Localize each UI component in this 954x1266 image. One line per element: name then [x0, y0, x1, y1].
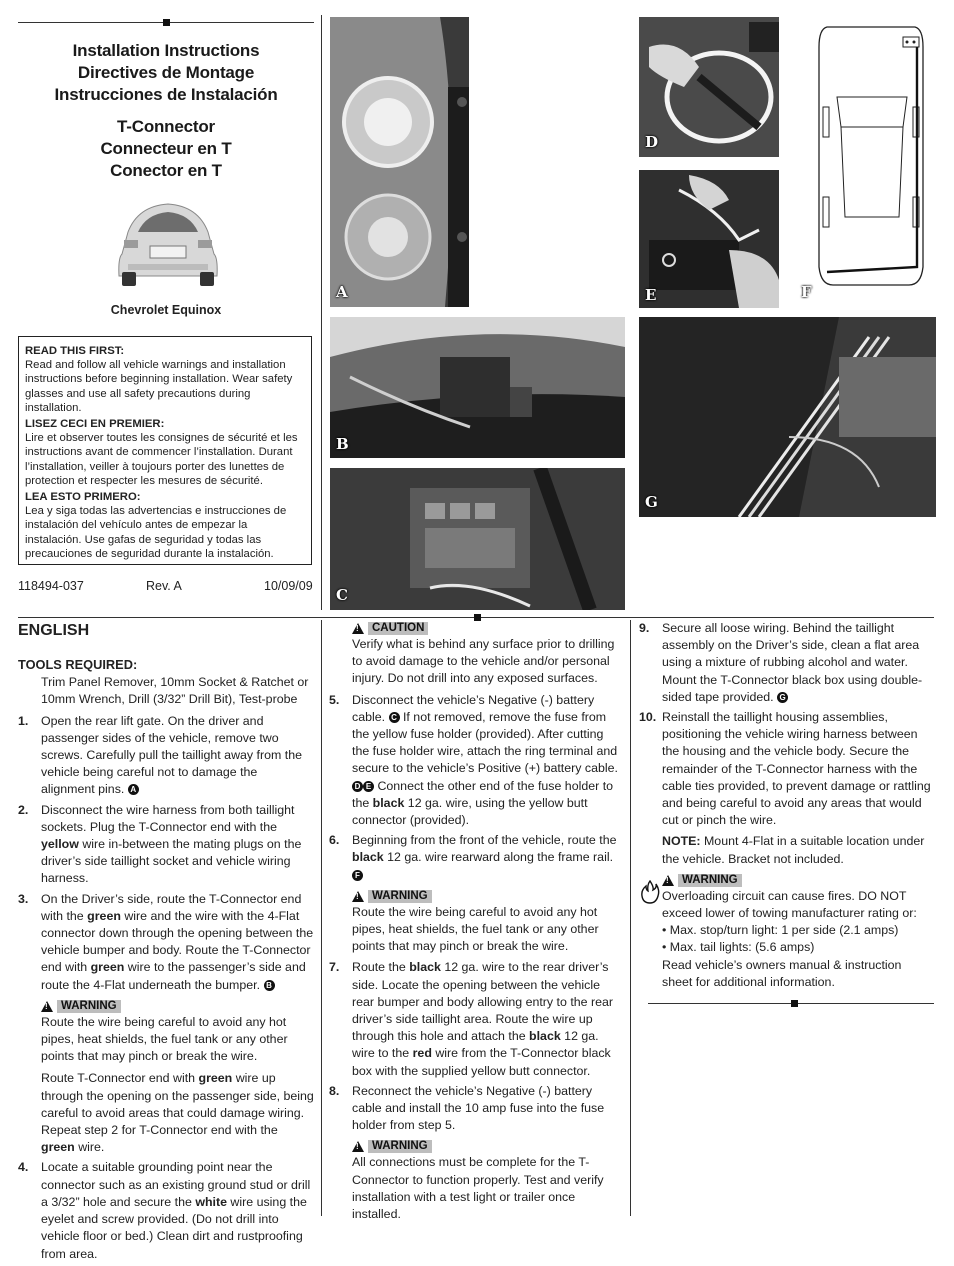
fire-icon	[640, 880, 660, 909]
read-first-heading-es: LEA ESTO PRIMERO:	[25, 491, 141, 504]
vehicle-caption: Chevrolet Equinox	[110, 303, 222, 317]
figure-f-label: F	[801, 283, 812, 301]
step-text: Reconnect the vehicle’s Negative (-) battery cable and install the 10 amp fuse into the fuse holder from step 5.	[352, 1083, 605, 1133]
step-5	[329, 692, 624, 830]
figure-a-label: A	[336, 283, 348, 301]
step-number: 10.	[639, 710, 657, 725]
wire-color: yellow	[41, 837, 79, 852]
step-text: Secure all loose wiring. Behind the taillight assembly on the Driver’s side, clean a flat area using a mixture of rubbing alcohol and water. Mount the T-Connector black box using double-sided tape provided.	[662, 621, 923, 704]
warning-text: Route the wire being careful to avoid any hot pipes, heat shields, the fuel tank or any other points that may pinch or break the wire.	[41, 1014, 288, 1064]
step-text: wire from the T-Connector black box with the supplied yellow butt connector.	[352, 1046, 611, 1078]
step-text: wire using the eyelet and screw provided. (Do not drill into vehicle floor or bed.) Clean dirt and rustproofing from area.	[41, 1194, 307, 1261]
wire-color: green	[90, 960, 125, 975]
product-block	[18, 116, 314, 182]
product-en: T-Connector	[117, 117, 215, 136]
warning-item: • Max. tail lights: (5.6 amps)	[662, 940, 815, 955]
product-es: Conector en T	[110, 161, 222, 180]
read-first-text-fr: Lire et observer toutes les consignes de sécurité et les instructions avant de commencer l’installation. Durant l’installation, veiller à toujours porter des lunettes de protection et respecter les mesures de sécurité.	[25, 432, 298, 487]
warning-icon	[41, 1001, 53, 1012]
column-1	[18, 656, 314, 1266]
warning-icon	[352, 891, 364, 902]
step-9	[639, 620, 935, 706]
date: 10/09/09	[264, 579, 313, 593]
step-number: 6.	[329, 833, 340, 848]
column-3	[639, 620, 935, 991]
vehicle-photo	[98, 192, 238, 300]
figure-ref-e: E	[363, 781, 374, 792]
step-4	[18, 1159, 314, 1262]
figure-d-photo	[639, 17, 779, 157]
revision: Rev. A	[146, 579, 182, 593]
step-text: 12 ga. wire rearward along the frame rail.	[383, 850, 614, 865]
figure-b-label: B	[336, 435, 349, 453]
read-first-text-es: Lea y siga todas las advertencias e instrucciones de instalación del vehículo antes de empezar la instalación. Use gafas de seguridad y todas las precauciones de seguridad durante la instalación.	[25, 505, 287, 560]
part-number: 118494-037	[18, 579, 84, 593]
caution-tag: CAUTION	[368, 622, 428, 635]
figure-ref-f: F	[352, 870, 363, 881]
step-10	[639, 709, 935, 829]
step-1	[18, 713, 314, 799]
step-6	[329, 832, 624, 884]
title-fr: Directives de Montage	[77, 63, 255, 82]
figure-d-label: D	[645, 133, 659, 151]
warning-text: Route the wire being careful to avoid any hot pipes, heat shields, the fuel tank or any other points that may pinch or break the wire.	[352, 904, 599, 954]
figure-a-photo	[330, 17, 469, 307]
figure-c-photo	[330, 468, 625, 610]
read-first-text-en: Read and follow all vehicle warnings and installation instructions before beginning installation. Wear safety glasses and use all safety precautions during installation.	[25, 359, 293, 414]
step-text: 12 ga. wire to the rear driver’s side. Locate the opening between the vehicle rear bumper and body allowing entry to the rear driver’s side taillight area. Route the wire up through this hole and attach the	[352, 960, 614, 1044]
wire-color: green	[87, 908, 121, 923]
wire-color: black	[409, 960, 441, 975]
step-text: wire.	[74, 1140, 105, 1155]
step-text: wire up through the opening on the passenger side, being careful to avoid areas that could damage wiring. Repeat step 2 for T-Connector end with the	[41, 1071, 314, 1138]
warning-icon	[352, 1141, 364, 1152]
figure-b-photo	[330, 317, 625, 458]
figure-e-photo	[639, 170, 779, 308]
wire-color: green	[198, 1071, 233, 1086]
figure-g-label: G	[645, 493, 658, 511]
product-fr: Connecteur en T	[100, 139, 232, 158]
step-text: wire in-between the mating plugs on the driver’s side taillight socket and vehicle wiring harness.	[41, 837, 302, 886]
warning-tag: WARNING	[678, 874, 742, 887]
step-3	[18, 891, 314, 994]
note-text: Mount 4-Flat in a suitable location under the vehicle. Bracket not included.	[662, 834, 925, 866]
warning-tag: WARNING	[368, 1140, 432, 1153]
read-first-heading-en: READ THIS FIRST:	[25, 345, 125, 357]
figure-e-label: E	[645, 286, 657, 304]
column-divider-1	[321, 620, 322, 1216]
note	[639, 833, 935, 867]
step-text: Disconnect the vehicle’s Negative (-) battery cable.	[352, 692, 595, 724]
wire-color: black	[529, 1029, 561, 1044]
warning-label	[41, 1000, 314, 1013]
step-number: 8.	[329, 1083, 340, 1098]
figure-g-photo	[639, 317, 936, 517]
warning-text: All connections must be complete for the T-Connector to function properly. Test and verify installation with a test light or trailer once installed.	[352, 1155, 604, 1222]
column-divider-top	[321, 15, 322, 610]
step-text: Locate a suitable grounding point near the connector such as an existing ground stud or drill a 3/32” hole and secure the	[41, 1160, 311, 1209]
tools-heading: TOOLS REQUIRED:	[18, 657, 138, 672]
step-number: 5.	[329, 692, 340, 707]
warning-tag: WARNING	[57, 1000, 121, 1013]
step-number: 3.	[18, 891, 29, 906]
figure-ref-g: G	[777, 692, 788, 703]
section-heading-english: ENGLISH	[18, 622, 90, 639]
wire-color: black	[352, 850, 384, 865]
tools-list: Trim Panel Remover, 10mm Socket & Ratchet or 10mm Wrench, Drill (3/32” Drill Bit), Test-probe	[41, 675, 309, 707]
step-text: Reinstall the taillight housing assemblies, positioning the vehicle wiring harness between the housing and the vehicle body. Secure the remainder of the T-Connector harness with the cable ties provided, to prevent damage or rattling and being careful to avoid any areas that would cut or pinch the wire.	[662, 710, 931, 828]
title-es: Instrucciones de Instalación	[54, 85, 278, 104]
step-text: Disconnect the wire harness from both taillight sockets. Plug the T-Connector end with the	[41, 802, 295, 834]
wire-color: green	[41, 1140, 75, 1155]
step-2	[18, 802, 314, 888]
wire-color: white	[195, 1194, 227, 1209]
wire-color: black	[372, 795, 405, 810]
step-7	[329, 959, 624, 1079]
caution-label	[352, 622, 624, 635]
wire-color: red	[412, 1046, 432, 1061]
step-text: Open the rear lift gate. On the driver and passenger sides of the vehicle, remove two screws. Carefully pull the taillight away from the vehicle being careful not to damage the alignment pins.	[41, 713, 302, 797]
step-number: 1.	[18, 713, 29, 728]
column-2	[329, 620, 624, 1223]
figure-ref-c: C	[389, 712, 400, 723]
step-text: On the Driver’s side, route the T-Connector end with the	[41, 891, 302, 923]
figure-c-label: C	[336, 586, 348, 604]
read-first-heading-fr: LISEZ CECI EN PREMIER:	[25, 418, 165, 431]
step-text: Route T-Connector end with	[41, 1071, 199, 1086]
column-divider-2	[630, 620, 631, 1216]
step-8	[329, 1083, 624, 1135]
step-number: 7.	[329, 960, 340, 975]
step-text: 12 ga. wire, using the yellow butt connector (provided).	[352, 795, 588, 828]
top-rule-marker	[163, 19, 170, 26]
step-number: 9.	[639, 621, 650, 635]
warning-label	[352, 890, 624, 903]
step-text: Route the	[352, 960, 410, 975]
step-text: wire to the passenger’s side and route the 4-Flat underneath the bumper.	[41, 960, 306, 992]
step-number: 4.	[18, 1160, 29, 1175]
warning-label	[662, 874, 935, 887]
step-text: Connect the other end of the fuse holder to the	[352, 778, 614, 810]
step-text: Beginning from the front of the vehicle, route the	[352, 833, 617, 848]
note-label: NOTE:	[662, 834, 701, 849]
warning-icon	[662, 875, 674, 886]
step-number: 2.	[18, 802, 29, 817]
title-block	[18, 40, 314, 106]
warning-label	[352, 1140, 624, 1153]
figure-ref-a: A	[128, 784, 139, 795]
figure-f-diagram	[797, 17, 937, 307]
warning-tag: WARNING	[368, 890, 432, 903]
route-text	[41, 1070, 314, 1156]
step-text: wire and the wire with the 4-Flat connector down through the opening between the vehicle bumper and body. Route the T-Connector end with	[41, 908, 314, 975]
warning-item: • Max. stop/turn light: 1 per side (2.1 amps)	[662, 923, 899, 938]
end-rule-marker	[791, 1000, 798, 1007]
figure-ref-d: D	[352, 781, 363, 792]
caution-icon	[352, 623, 364, 634]
figure-ref-b: B	[264, 980, 275, 991]
read-first-box	[18, 336, 312, 565]
step-text: If not removed, remove the fuse from the yellow fuse holder (provided). After cutting the fuse holder wire, attach the ring terminal and secure to the vehicle’s Positive (+) battery cable.	[352, 709, 618, 776]
warning-text: Read vehicle’s owners manual & instruction sheet for additional information.	[662, 957, 902, 989]
title-en: Installation Instructions	[72, 41, 260, 60]
step-text: 12 ga. wire to the	[352, 1029, 599, 1061]
caution-text: Verify what is behind any surface prior to drilling to avoid damage to the vehicle and/or personal injury. Do not drill into any exposed surfaces.	[352, 637, 615, 686]
warning-text: Overloading circuit can cause fires. DO NOT exceed lower of towing manufacturer rating or:	[662, 888, 917, 921]
